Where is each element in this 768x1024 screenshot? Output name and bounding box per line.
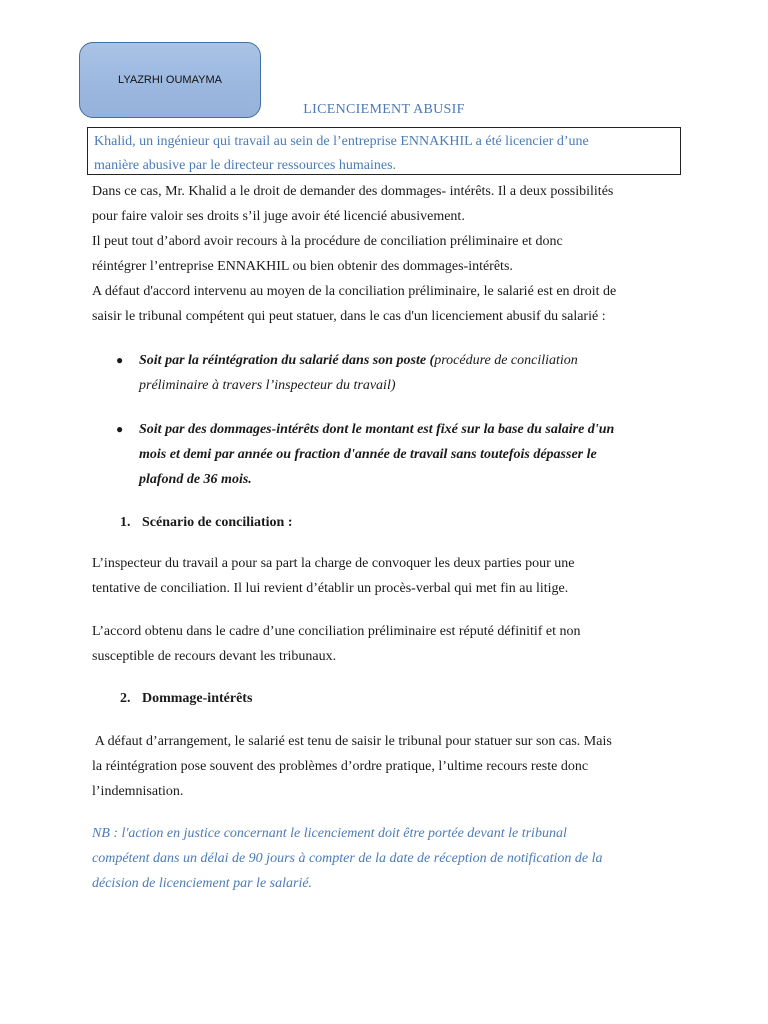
bullet-icon: ● — [116, 353, 124, 367]
bullet-item-reintegration — [139, 348, 673, 398]
bullet-italic-text: procédure de conciliation — [434, 353, 578, 368]
author-name: LYAZRHI OUMAYMA — [118, 74, 222, 86]
paragraph-agreement — [92, 619, 674, 669]
bullet-line: plafond de 36 mois. — [139, 472, 252, 487]
text-line: A défaut d’arrangement, le salarié est tenu de saisir le tribunal pour statuer sur son cas. Mais — [92, 734, 612, 749]
text-line: l’indemnisation. — [92, 784, 184, 799]
paragraph-rights — [92, 179, 674, 329]
section-heading-conciliation — [120, 510, 293, 535]
text-line: susceptible de recours devant les tribunaux. — [92, 649, 337, 664]
text-line: L’inspecteur du travail a pour sa part la charge de convoquer les deux parties pour une — [92, 556, 575, 571]
text-line: réintégrer l’entreprise ENNAKHIL ou bien obtenir des dommages-intérêts. — [92, 259, 513, 274]
intro-line: manière abusive par le directeur ressources humaines. — [94, 158, 397, 173]
section-title: Scénario de conciliation : — [142, 515, 293, 530]
paragraph-arrangement — [92, 729, 674, 804]
text-line: Il peut tout d’abord avoir recours à la procédure de conciliation préliminaire et donc — [92, 234, 563, 249]
text-line: L’accord obtenu dans le cadre d’une conciliation préliminaire est réputé définitif et non — [92, 624, 581, 639]
bullet-line: mois et demi par année ou fraction d'année de travail sans toutefois dépasser le — [139, 447, 597, 462]
text-line: la réintégration pose souvent des problèmes d’ordre pratique, l’ultime recours reste donc — [92, 759, 589, 774]
text-line: saisir le tribunal compétent qui peut statuer, dans le cas d'un licenciement abusif du salarié : — [92, 309, 606, 324]
paragraph-inspector — [92, 551, 674, 601]
text-line: A défaut d'accord intervenu au moyen de la conciliation préliminaire, le salarié est en droit de — [92, 284, 617, 299]
text-line: Dans ce cas, Mr. Khalid a le droit de demander des dommages- intérêts. Il a deux possibilités — [92, 184, 614, 199]
bullet-bold-text: Soit par la réintégration du salarié dans son poste ( — [139, 353, 435, 368]
section-number: 1. — [120, 515, 131, 530]
document-title: LICENCIEMENT ABUSIF — [303, 102, 465, 117]
note-paragraph — [92, 821, 674, 896]
bullet-line: Soit par des dommages-intérêts dont le montant est fixé sur la base du salaire d'un — [139, 422, 615, 437]
section-heading-damages — [120, 686, 252, 711]
bullet-italic-text: préliminaire à travers l’inspecteur du travail) — [139, 378, 396, 393]
section-number: 2. — [120, 691, 131, 706]
intro-box — [87, 127, 681, 175]
note-line: compétent dans un délai de 90 jours à compter de la date de réception de notification de la — [92, 851, 603, 866]
bullet-item-damages — [139, 417, 673, 492]
text-line: pour faire valoir ses droits s’il juge avoir été licencié abusivement. — [92, 209, 465, 224]
intro-line: Khalid, un ingénieur qui travail au sein de l’entreprise ENNAKHIL a été licencier d’une — [94, 134, 589, 149]
note-line: NB : l'action en justice concernant le licenciement doit être portée devant le tribunal — [92, 826, 567, 841]
bullet-icon: ● — [116, 422, 124, 436]
section-title: Dommage-intérêts — [142, 691, 253, 706]
note-line: décision de licenciement par le salarié. — [92, 876, 313, 891]
text-line: tentative de conciliation. Il lui revient d’établir un procès-verbal qui met fin au litige. — [92, 581, 569, 596]
